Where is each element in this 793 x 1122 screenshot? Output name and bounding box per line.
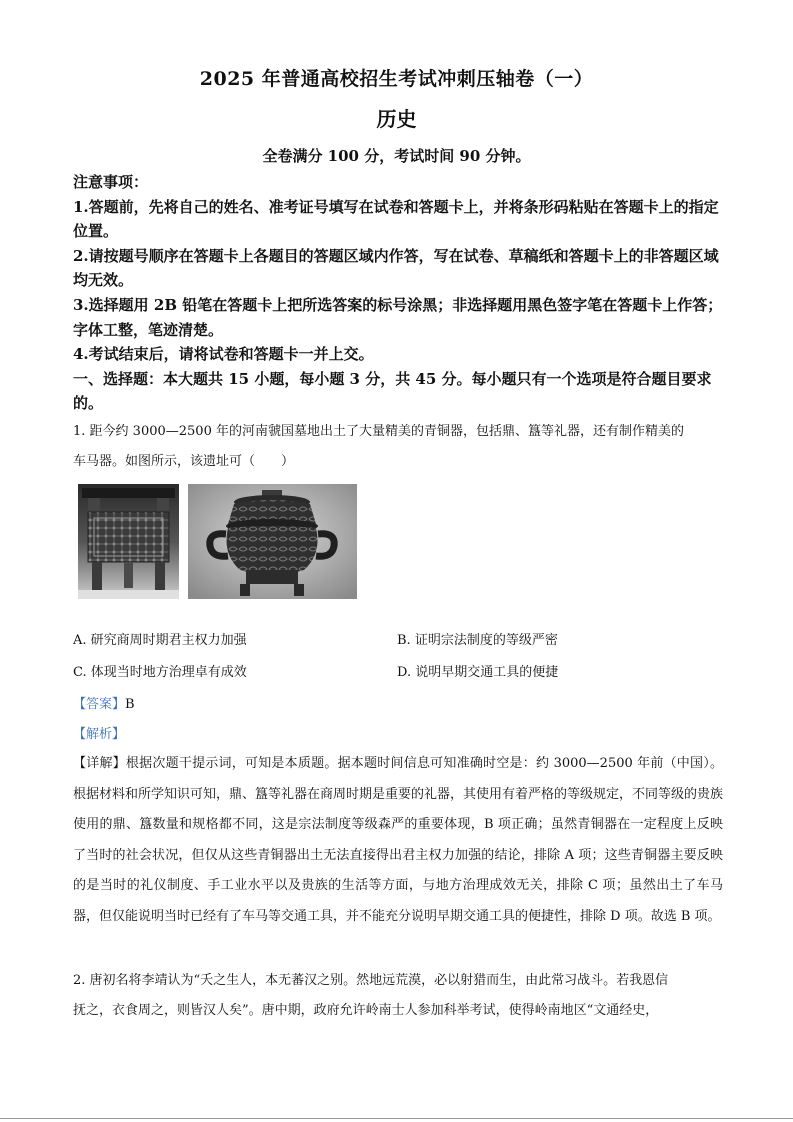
instructions-block (73, 170, 723, 416)
instruction-item: 4.考试结束后，请将试卷和答题卡一并上交。 (73, 345, 374, 364)
answer-line (73, 693, 135, 712)
question-2-line: 抚之，衣食周之，则皆汉人矣”。唐中期，政府允许岭南士人参加科举考试，使得岭南地区“文通经史， (73, 1003, 659, 1018)
question-1-stem (73, 417, 723, 477)
option-b: B. 证明宗法制度的等级严密 (397, 633, 558, 648)
detail-text: 根据次题干提示词，可知是本质题。据本题时间信息可知准确时空是：约 3000—2500 年前（中国）。根据材料和所学知识可知，鼎、簋等礼器在商周时期是重要的礼器，其使用有着严格的等级规定，不同等级的贵族使用的鼎、簋数量和规格都不同，这是宗法制度等级森严的重要体现，B 项正确；虽然青铜器在一定程度上反映了当时的社会状况，但仅从这些青铜器出土无法直接得出君主权力加强的结论，排除 A 项；这些青铜器主要反映的是当时的礼仪制度、手工业水平以及贵族的生活等方面，与地方治理成效无关，排除 C 项；虽然出土了车马器，但仅能说明当时已经有了车马等交通工具，并不能充分说明早期交通工具的便捷性，排除 D 项。故选 B 项。 (73, 756, 724, 924)
instruction-item: 2.请按题号顺序在答题卡上各题目的答题区域内作答，写在试卷、草稿纸和答题卡上的非答题区域均无效。 (73, 246, 719, 290)
bronze-gui-photo (188, 484, 357, 599)
answer-value: B (125, 697, 135, 712)
score-time-line: 全卷满分 100 分，考试时间 90 分钟。 (262, 147, 531, 165)
instruction-item: 1.答题前，先将自己的姓名、准考证号填写在试卷和答题卡上，并将条形码粘贴在答题卡上的指定位置。 (73, 197, 719, 241)
bronze-ding-image (78, 484, 179, 599)
analysis-tag: 【解析】 (73, 727, 126, 742)
exam-title: 2025 年普通高校招生考试冲刺压轴卷（一） (199, 68, 594, 90)
answer-tag: 【答案】 (73, 697, 126, 712)
option-d: D. 说明早期交通工具的便捷 (397, 665, 559, 680)
subject-title: 历史 (376, 107, 417, 131)
bronze-gui-image (188, 484, 357, 599)
detail-paragraph (73, 749, 723, 932)
page-bottom-rule (0, 1118, 793, 1119)
instructions-heading: 注意事项： (73, 173, 149, 191)
detail-tag: 【详解】 (73, 756, 126, 771)
section-heading: 一、选择题：本大题共 15 小题，每小题 3 分，共 45 分。每小题只有一个选项是符合题目要求的。 (73, 369, 712, 413)
option-c: C. 体现当时地方治理卓有成效 (73, 665, 247, 680)
question-2-line: 2. 唐初名将李靖认为“夭之生人，本无蕃汉之别。然地远荒漠，必以射猎而生，由此常习战斗。若我恩信 (73, 973, 669, 988)
option-a: A. 研究商周时期君主权力加强 (73, 633, 247, 648)
question-2-stem (73, 966, 723, 1026)
instruction-item: 3.选择题用 2B 铅笔在答题卡上把所选答案的标号涂黑；非选择题用黑色签字笔在答题卡上作答；字体工整，笔迹清楚。 (73, 295, 723, 339)
bronze-ding-photo (78, 484, 179, 599)
question-1-line: 车马器。如图所示，该遗址可（ ） (73, 454, 295, 469)
question-1-line: 1. 距今约 3000—2500 年的河南虢国墓地出土了大量精美的青铜器，包括鼎、簋等礼器，还有制作精美的 (73, 424, 684, 439)
